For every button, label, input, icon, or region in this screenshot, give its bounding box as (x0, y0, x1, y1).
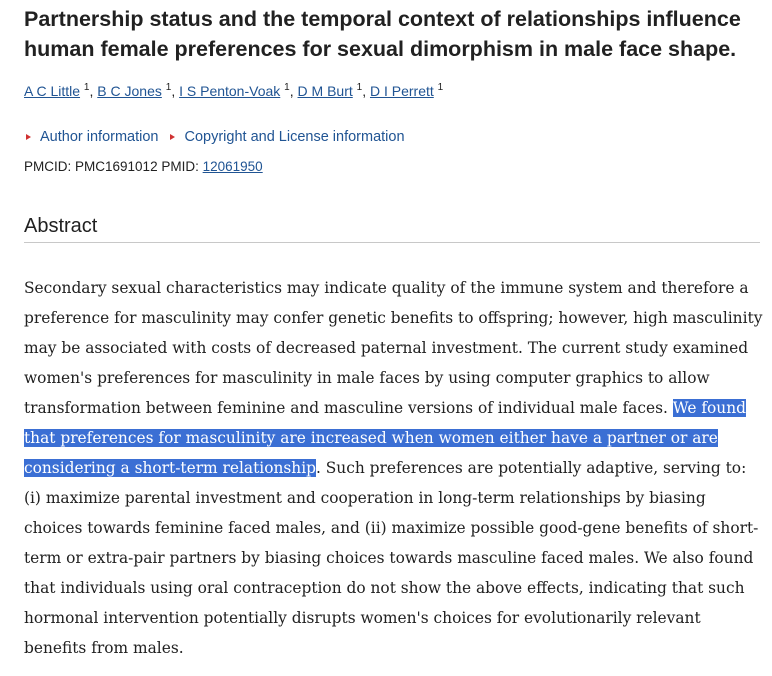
author-link-penton-voak[interactable]: I S Penton-Voak (179, 83, 281, 99)
author-separator: , (89, 83, 94, 99)
copyright-license-label: Copyright and License information (184, 129, 405, 145)
author-information-label: Author information (40, 129, 159, 145)
pmcid-label: PMCID: (24, 159, 72, 174)
abstract-text-before: Secondary sexual characteristics may indicate quality of the immune system and therefore a preference for masculinity may confer genetic benefits to offspring; however, high masculinity may be associated with costs of decreased paternal investment. The current study examined women's preferences for masculinity in male faces by using computer graphics to allow transformation between feminine and masculine versions of individual male faces. (24, 279, 763, 417)
author-affiliation-sup: 1 (356, 82, 363, 93)
copyright-license-toggle[interactable] (170, 126, 404, 148)
article-identifiers (24, 156, 263, 178)
author-separator: , (171, 83, 176, 99)
author-link-jones[interactable]: B C Jones (97, 83, 162, 99)
pmcid-value: PMC1691012 (75, 159, 158, 174)
author-link-perrett[interactable]: D I Perrett (369, 83, 434, 99)
abstract-heading: Abstract (24, 212, 760, 243)
abstract-text-after: . Such preferences are potentially adaptive, serving to: (i) maximize parental investment and cooperation in long-term relationships by biasing choices towards feminine faced males, and (ii) maximize possible good-gene benefits of short-term or extra-pair partners by biasing choices towards masculine faced males. We also found that individuals using oral contraception do not show the above effects, indicating that such hormonal intervention potentially disrupts women's choices for evolutionarily relevant benefits from males. (24, 459, 759, 657)
triangle-right-icon (26, 134, 31, 140)
selected-text-highlight: We found that preferences for masculinity are increased when women either have a partner or are considering a short-term relationship (24, 399, 746, 477)
pmid-label: PMID: (161, 159, 199, 174)
author-information-toggle[interactable] (26, 126, 158, 148)
author-link-burt[interactable]: D M Burt (297, 83, 353, 99)
author-separator: , (289, 83, 294, 99)
triangle-right-icon (170, 134, 175, 140)
author-affiliation-sup: 1 (83, 82, 90, 93)
author-list (24, 80, 764, 102)
author-affiliation-sup: 1 (437, 82, 444, 93)
author-affiliation-sup: 1 (165, 82, 172, 93)
article-title: Partnership status and the temporal context of relationships influence human female preferences for sexual dimorphism in male face shape. (24, 7, 741, 61)
author-separator: , (362, 83, 367, 99)
abstract-text (24, 273, 764, 663)
article-info-links (26, 126, 417, 148)
author-affiliation-sup: 1 (284, 82, 290, 93)
author-link-little[interactable]: A C Little (24, 83, 81, 99)
pmid-link[interactable]: 12061950 (202, 159, 263, 174)
